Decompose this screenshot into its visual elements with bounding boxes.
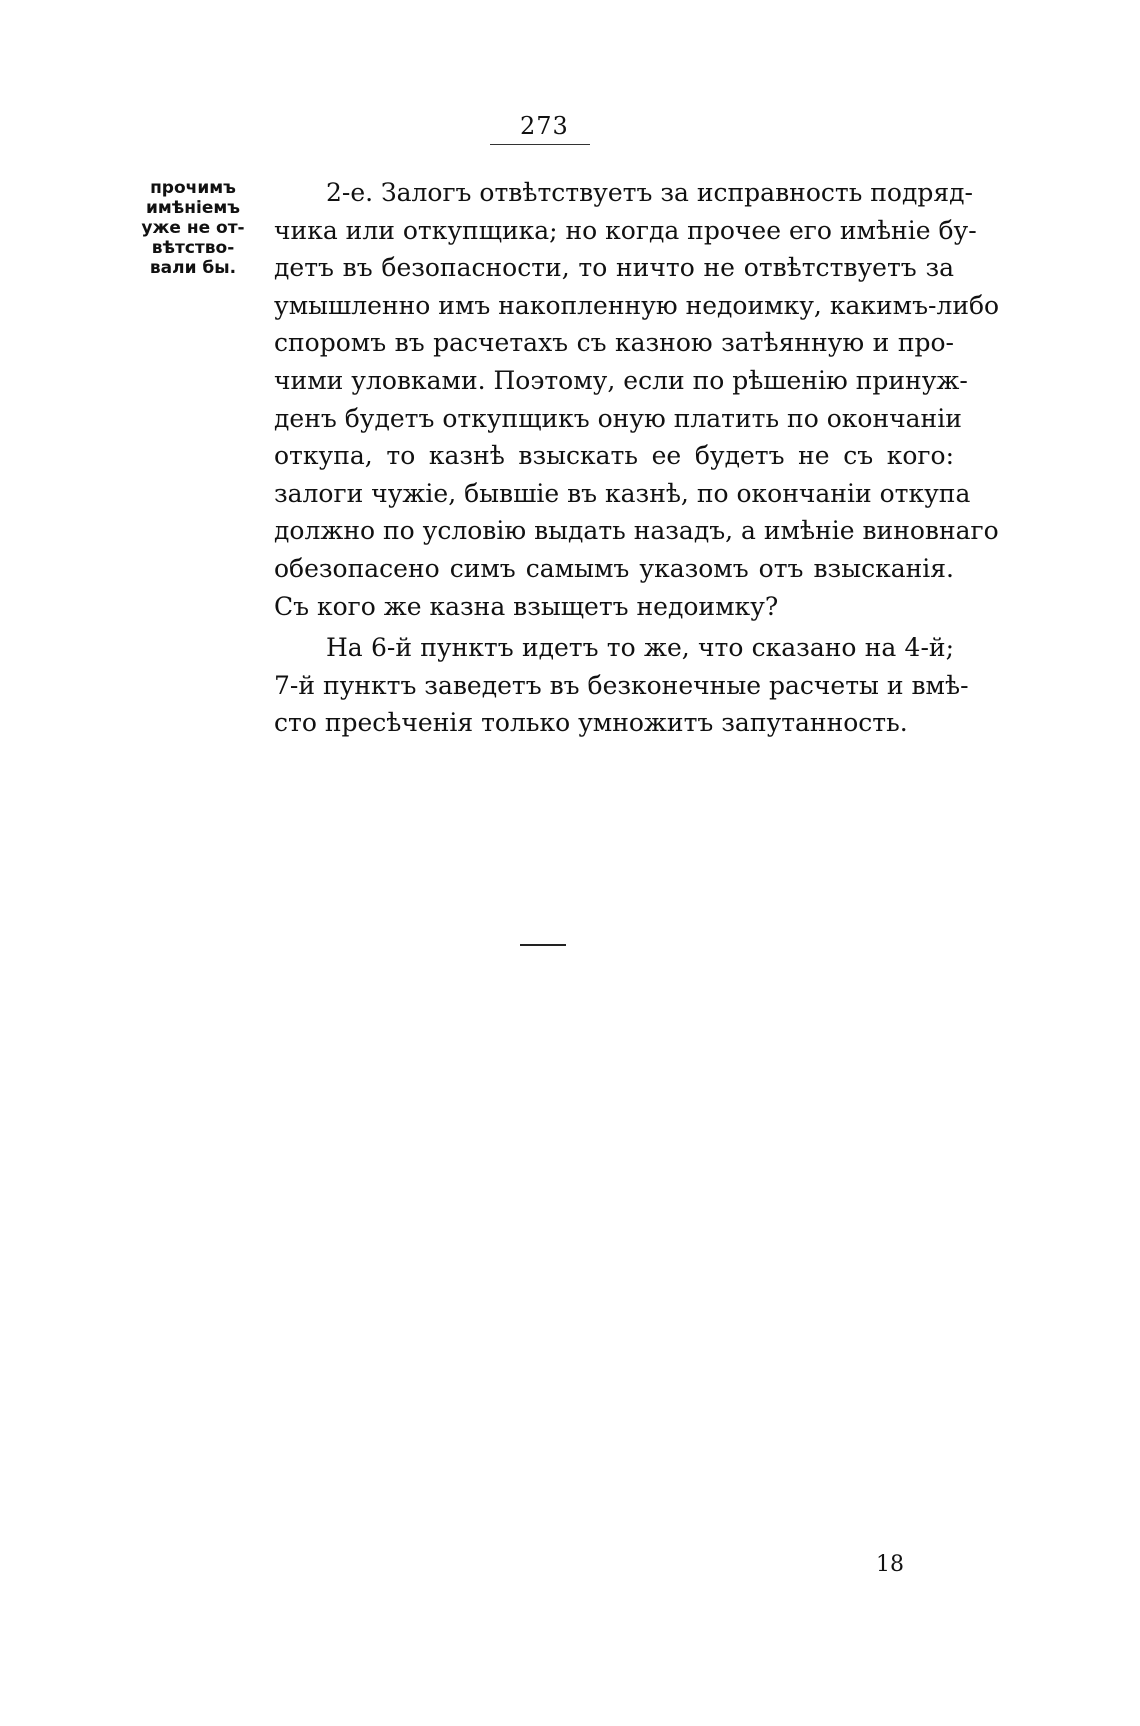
text-line: Съ кого же казна взыщетъ недоимку? [274,591,779,621]
text-line: На 6-й пунктъ идетъ то же, что сказано на 4-й; [326,633,954,663]
margin-note [118,178,268,278]
text-line: сто пресѣченія только умножитъ запутанность. [274,708,908,738]
end-rule [520,944,566,946]
margin-note-line: имѣніемъ [145,198,241,218]
text-line: залоги чужіе, бывшіе въ казнѣ, по окончаніи откупа [274,478,971,508]
text-line: умышленно имъ накопленную недоимку, какимъ-либо [274,290,1000,320]
margin-note-line: уже не от- [141,218,245,238]
text-line: 7-й пунктъ заведетъ въ безконечные расчеты и вмѣ- [274,670,969,700]
page-number: 273 [520,112,569,140]
text-line: детъ въ безопасности, то ничто не отвѣтствуетъ за [274,253,954,283]
printer-signature: 18 [876,1552,904,1577]
paragraph-2 [274,629,969,742]
header-rule [490,144,590,145]
paragraph-1 [274,174,1000,625]
text-line: откупа, то казнѣ взыскать ее будетъ не съ кого: [274,441,954,471]
text-line: 2-е. Залогъ отвѣтствуетъ за исправность подряд- [326,178,973,207]
margin-note-line: вѣтство- [151,238,235,258]
margin-note-line: вали бы. [149,258,237,278]
text-line: обезопасено симъ самымъ указомъ отъ взысканія. [274,553,954,583]
text-line: чими уловками. Поэтому, если по рѣшенію принуж- [274,365,968,395]
text-line: чика или откупщика; но когда прочее его имѣніе бу- [274,215,977,245]
text-line: должно по условію выдать назадъ, а имѣніе виновнаго [274,516,999,546]
margin-note-line: прочимъ [150,178,236,198]
text-line: споромъ въ расчетахъ съ казною затѣянную и про- [274,328,954,358]
text-line: денъ будетъ откупщикъ оную платить по окончаніи [274,403,962,433]
body-text [274,174,1000,742]
